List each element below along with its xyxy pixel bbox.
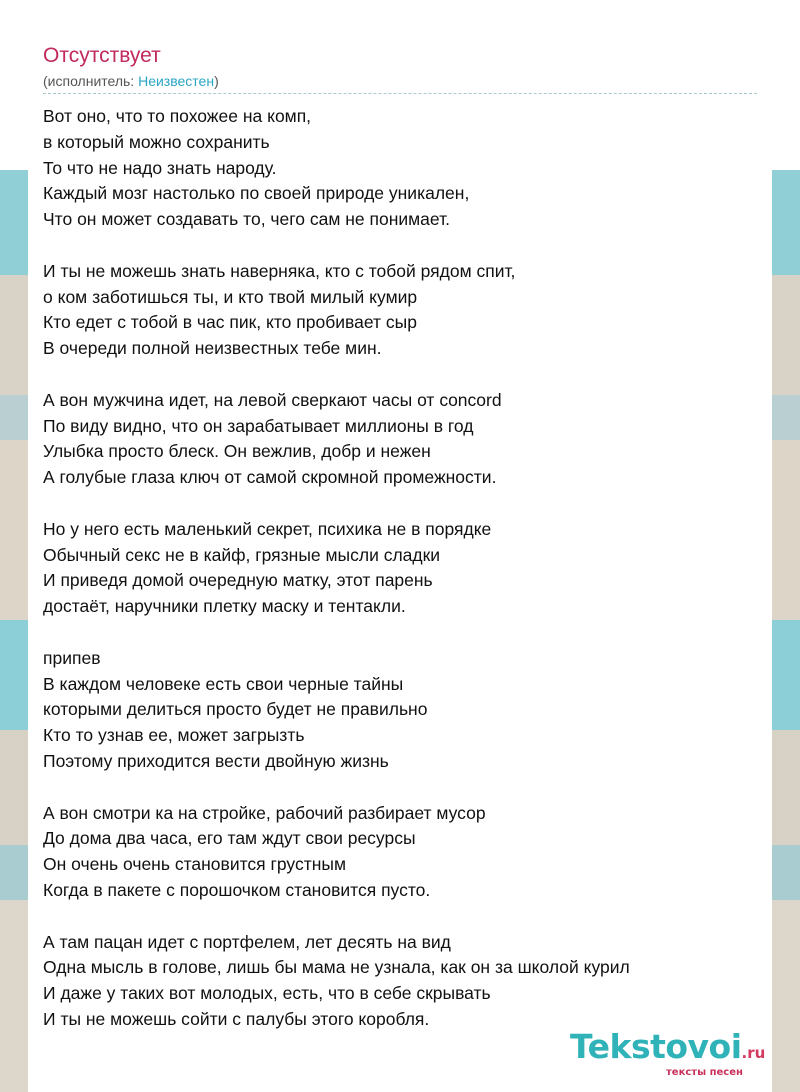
lyric-line: Он очень очень становится грустным bbox=[43, 854, 347, 875]
song-title: Отсутствует bbox=[43, 44, 161, 67]
artist-line bbox=[43, 73, 219, 89]
lyric-line: Кто то узнав ее, может загрызть bbox=[43, 725, 305, 746]
lyric-line: В каждом человеке есть свои черные тайны bbox=[43, 673, 404, 694]
lyric-line: До дома два часа, его там ждут свои ресурсы bbox=[43, 828, 416, 849]
lyric-line: То что не надо знать народу. bbox=[43, 157, 277, 178]
artist-prefix: (исполнитель: bbox=[43, 73, 139, 89]
stanza-break bbox=[43, 233, 763, 259]
stanza-break bbox=[43, 775, 763, 801]
lyric-line: А вон смотри ка на стройке, рабочий разбирает мусор bbox=[43, 802, 486, 823]
lyric-line: припев bbox=[43, 647, 101, 668]
lyric-line: Вот оно, что то похожее на комп, bbox=[43, 106, 312, 126]
lyric-line: Что он может создавать то, чего сам не понимает. bbox=[43, 209, 451, 230]
lyric-line: которыми делиться просто будет не правильно bbox=[43, 699, 428, 720]
lyric-line: В очереди полной неизвестных тебе мин. bbox=[43, 338, 382, 359]
lyric-line: И ты не можешь знать наверняка, кто с тобой рядом спит, bbox=[43, 260, 516, 281]
lyric-line: достаёт, наручники плетку маску и тентакли. bbox=[43, 596, 406, 617]
lyrics-block bbox=[43, 104, 763, 1033]
logo-tld: .ru bbox=[741, 1044, 766, 1062]
artist-link[interactable]: Неизвестен bbox=[138, 73, 215, 89]
lyric-line: И ты не можешь сойти с палубы этого коробля. bbox=[43, 1008, 430, 1029]
lyric-line: Каждый мозг настолько по своей природе уникален, bbox=[43, 183, 470, 204]
stanza-break bbox=[43, 491, 763, 517]
lyric-line: И приведя домой очередную матку, этот парень bbox=[43, 570, 433, 591]
stanza-break bbox=[43, 620, 763, 646]
lyric-line: Кто едет с тобой в час пик, кто пробивает сыр bbox=[43, 312, 417, 333]
lyric-line: Когда в пакете с порошочком становится пусто. bbox=[43, 879, 431, 900]
lyric-line: Улыбка просто блеск. Он вежлив, добр и нежен bbox=[43, 441, 431, 462]
artist-suffix: ) bbox=[214, 73, 219, 89]
lyric-line: А вон мужчина идет, на левой сверкают часы от concord bbox=[43, 389, 502, 410]
stanza-break bbox=[43, 904, 763, 930]
logo-name: Tekstovoi bbox=[570, 1027, 742, 1066]
lyric-line: Одна мысль в голове, лишь бы мама не узнала, как он за школой курил bbox=[43, 957, 630, 978]
lyric-line: А голубые глаза ключ от самой скромной промежности. bbox=[43, 467, 497, 488]
lyric-line: Обычный секс не в кайф, грязные мысли сладки bbox=[43, 544, 441, 565]
lyric-line: Но у него есть маленький секрет, психика не в порядке bbox=[43, 518, 492, 539]
stanza-break bbox=[43, 362, 763, 388]
lyric-line: в который можно сохранить bbox=[43, 131, 270, 152]
divider bbox=[43, 93, 757, 94]
logo-tagline: тексты песен bbox=[666, 1067, 743, 1078]
lyric-line: Поэтому приходится вести двойную жизнь bbox=[43, 750, 389, 771]
lyric-line: По виду видно, что он зарабатывает миллионы в год bbox=[43, 415, 474, 436]
lyric-line: о ком заботишься ты, и кто твой милый кумир bbox=[43, 286, 418, 307]
lyric-line: А там пацан идет с портфелем, лет десять на вид bbox=[43, 931, 451, 952]
lyric-line: И даже у таких вот молодых, есть, что в себе скрывать bbox=[43, 983, 491, 1004]
site-logo[interactable] bbox=[570, 1027, 766, 1078]
